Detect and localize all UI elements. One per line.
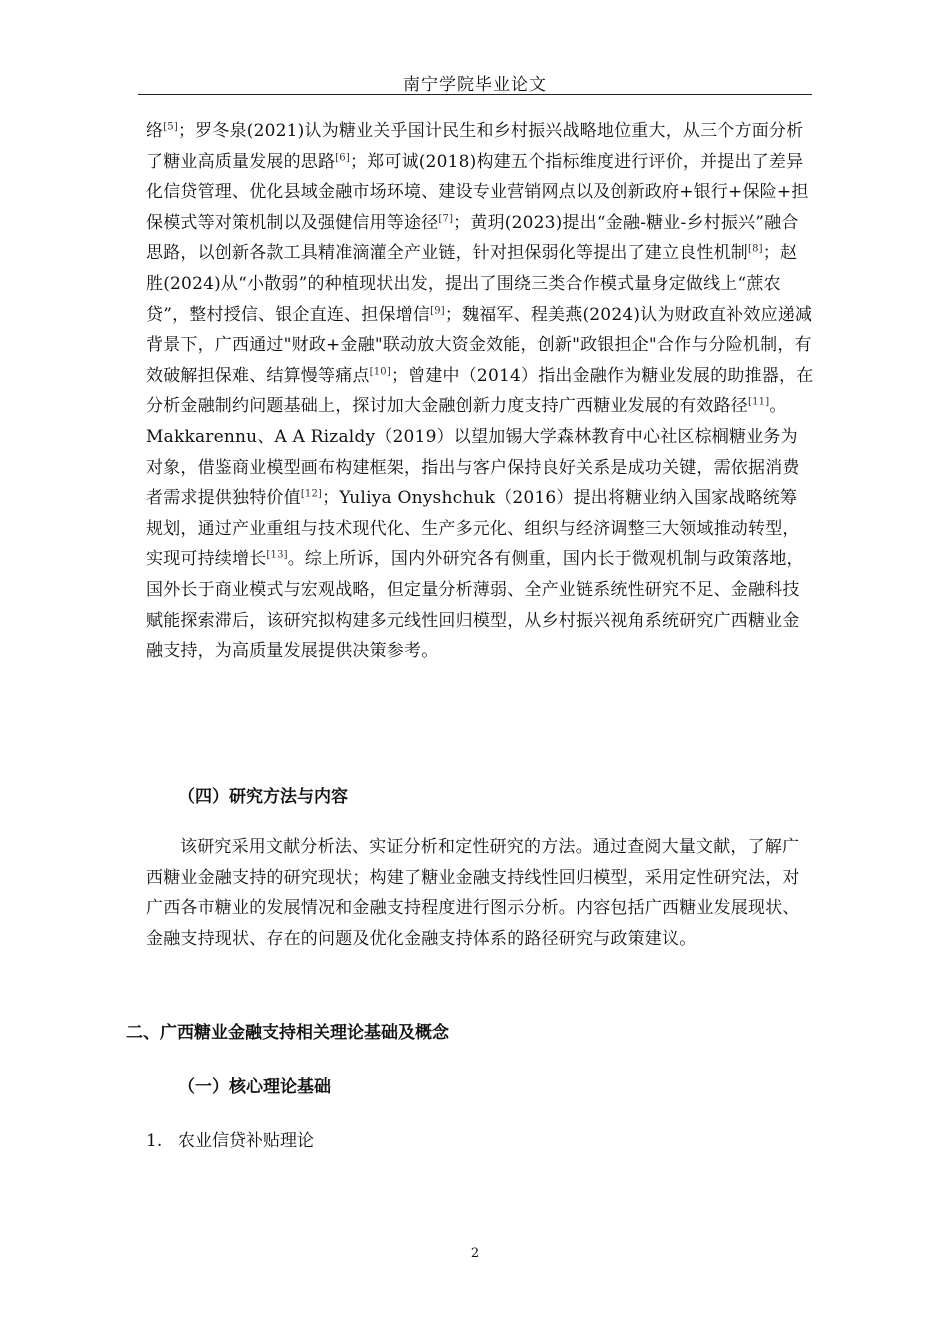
text-run: ；曾建中（2014）指出金融作为糖业发展的助推器，在分析金融制约问题基础上，探讨加大金融创新力度支持广西糖业发展的有效路径: [146, 365, 814, 417]
citation-ref-13: [13]: [266, 549, 288, 561]
list-item: [146, 1126, 314, 1151]
page-number: 2: [470, 1246, 480, 1261]
list-item-number: 1.: [146, 1131, 163, 1151]
citation-ref-5: [5]: [163, 121, 178, 133]
text-run: 。Makkarennu、A A Rizaldy（2019）以望加锡大学森林教育中心社区棕榈糖业务为对象，借鉴商业模型画布构建框架，指出与客户保持良好关系是成功关键，需依据消费者需求提供独特价值: [146, 396, 800, 509]
paragraph-text: 该研究采用文献分析法、实证分析和定性研究的方法。通过查阅大量文献，了解广西糖业金融支持的研究现状；构建了糖业金融支持线性回归模型，采用定性研究法，对广西各市糖业的发展情况和金融支持程度进行图示分析。内容包括广西糖业发展现状、金融支持现状、存在的问题及优化金融支持体系的路径研究与政策建议。: [146, 837, 800, 949]
text-run: ；Yuliya Onyshchuk（2016）提出将糖业纳入国家战略统筹规划，通过产业重组与技术现代化、生产多元化、组织与经济调整三大领域推动转型，实现可持续增长: [146, 488, 800, 570]
citation-ref-8: [8]: [748, 243, 763, 255]
research-methods-paragraph: [146, 832, 814, 954]
citation-ref-7: [7]: [438, 213, 454, 225]
text-run: 。综上所诉，国内外研究各有侧重，国内长于微观机制与政策落地，国外长于商业模式与宏观战略，但定量分析薄弱、全产业链系统性研究不足、金融科技赋能探索滞后，该研究拟构建多元线性回归模型，从乡村振兴视角系统研究广西糖业金融支持，为高质量发展提供决策参考。: [146, 549, 804, 662]
citation-ref-11: [11]: [748, 396, 770, 408]
header-rule: [138, 94, 812, 95]
section-heading-core-theory: （一）核心理论基础: [178, 1077, 331, 1097]
section-heading-research-methods: （四）研究方法与内容: [178, 787, 348, 807]
citation-ref-9: [9]: [430, 304, 445, 316]
paragraph-text: [146, 116, 814, 667]
citation-ref-12: [12]: [300, 488, 323, 500]
chapter-heading-theory: 二、广西糖业金融支持相关理论基础及概念: [126, 1023, 449, 1043]
text-run: ；郑可诚(2018)构建五个指标维度进行评价，并提出了差异化信贷管理、优化县域金融市场环境、建设专业营销网点以及创新政府+银行+保险+担保模式等对策机制以及强健信用等途径: [146, 151, 809, 233]
literature-review-paragraph: [146, 116, 814, 667]
citation-ref-6: [6]: [335, 151, 350, 163]
text-run: ；罗冬泉(2021)认为糖业关乎国计民生和乡村振兴战略地位重大，从三个方面分析了糖业高质量发展的思路: [146, 121, 804, 172]
header-title: 南宁学院毕业论文: [403, 75, 547, 95]
list-item-text: 农业信贷补贴理论: [178, 1131, 314, 1151]
citation-ref-10: [10]: [369, 366, 391, 378]
text-run: ；黄玥(2023)提出“金融-糖业-乡村振兴”融合思路，以创新各款工具精准滴灌全产业链，针对担保弱化等提出了建立良性机制: [146, 212, 799, 264]
text-run: 络: [146, 121, 164, 141]
text-run: ；赵胜(2024)从“小散弱”的种植现状出发，提出了围绕三类合作模式量身定做线上“蔗农贷”，整村授信、银企直连、担保增信: [146, 243, 798, 325]
text-run: ；魏福军、程美燕(2024)认为财政直补效应递减背景下，广西通过"财政+金融"联动放大资金效能，创新"政银担企"合作与分险机制，有效破解担保难、结算慢等痛点: [146, 304, 813, 386]
